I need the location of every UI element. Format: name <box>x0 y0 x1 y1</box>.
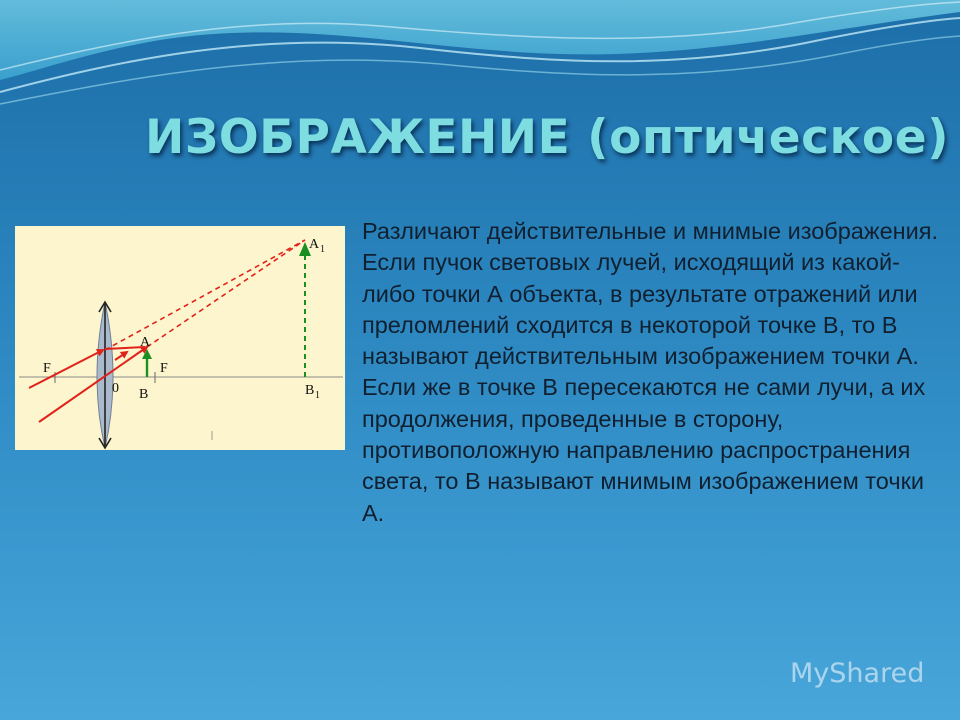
label-image-base-subscript: 1 <box>315 390 320 401</box>
watermark: MyShared <box>790 658 925 689</box>
label-image-base: B <box>305 383 315 398</box>
lens-diagram <box>15 226 345 450</box>
label-object-base: B <box>139 387 149 402</box>
label-center: 0 <box>112 381 119 396</box>
body-text: Различают действительные и мнимые изображения. Если пучок световых лучей, исходящий из какой-либо точки А объекта, в результате отражений или преломлений сходится в некоторой точке В, то В называют действительным изображением точки А. Если же в точке В пересекаются не сами лучи, а их продолжения, проведенные в сторону, противоположную направлению распространения света, то В называют мнимым изображением точки А. <box>362 218 939 526</box>
label-image-top-subscript: 1 <box>320 244 325 255</box>
label-object-top: A <box>140 335 151 350</box>
label-focus-left: F <box>43 361 51 376</box>
slide-title: ИЗОБРАЖЕНИЕ (оптическое) <box>145 110 950 165</box>
label-focus-right: F <box>160 361 168 376</box>
label-image-top: A <box>309 237 320 252</box>
diagram-background <box>15 226 345 450</box>
